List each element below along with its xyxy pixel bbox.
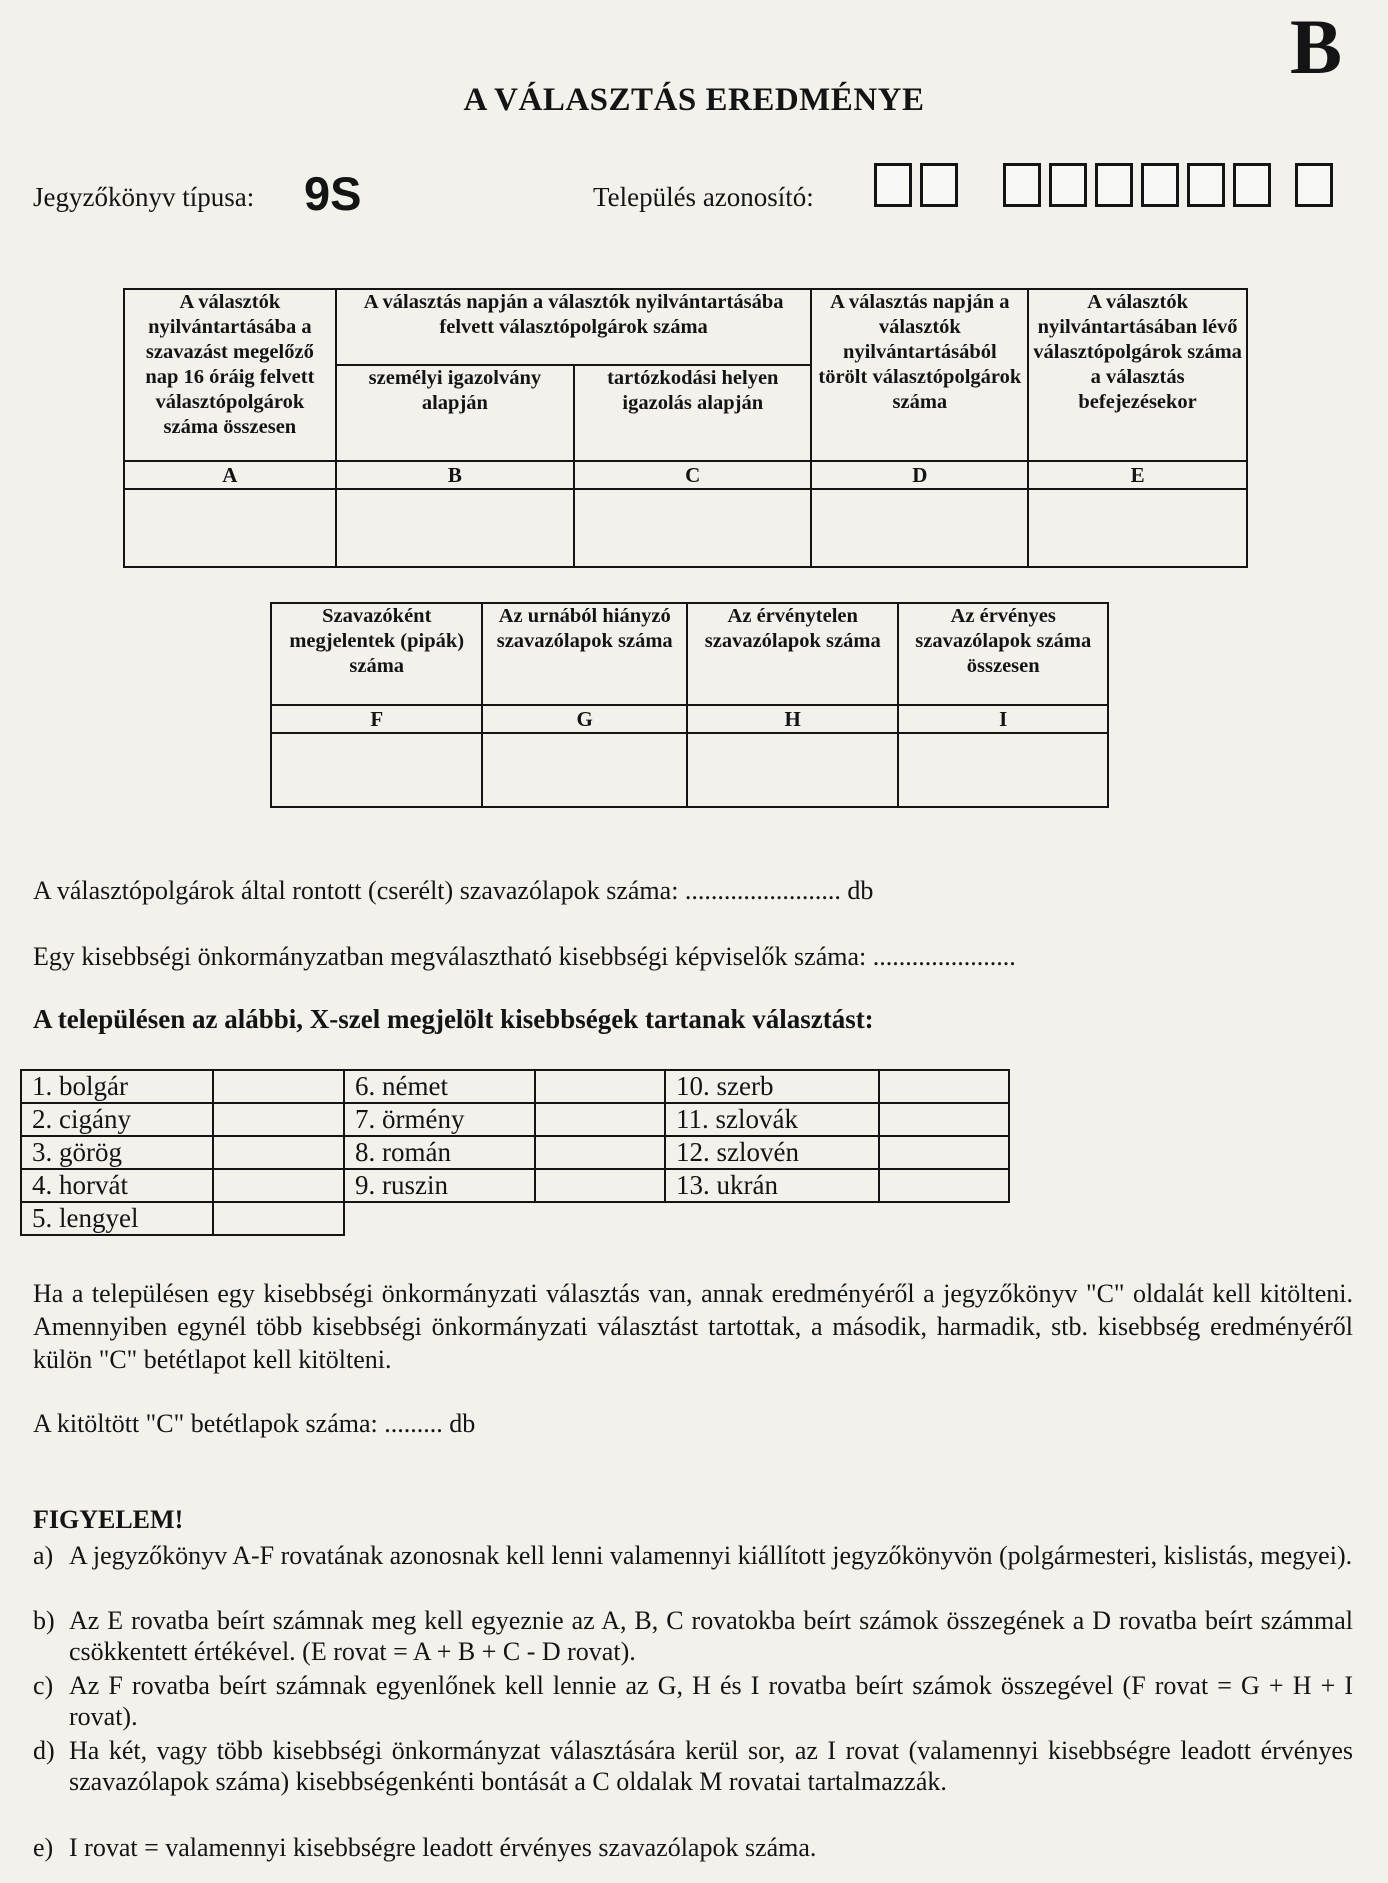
note-label: b) (33, 1606, 55, 1635)
value-cell-b[interactable] (336, 489, 574, 567)
settlement-id-digit-box[interactable] (1295, 163, 1333, 207)
filled-sheets-line: A kitöltött "C" betétlapok száma: ......... db (33, 1409, 476, 1438)
column-letter: G (482, 705, 687, 733)
minority-label: 6. német (344, 1070, 535, 1103)
settlement-id-label: Település azonosító: (593, 182, 814, 212)
page-title: A VÁLASZTÁS EREDMÉNYE (463, 82, 925, 118)
note-text: I rovat = valamennyi kisebbségre leadott érvényes szavazólapok száma. (69, 1833, 817, 1862)
note-text: Ha két, vagy több kisebbségi önkormányzat választására kerül sor, az I rovat (valamennyi kisebbségre leadott érvényes szavazólapok száma) kisebbségenkénti bontását a C oldalak M rovatai tartalmazzák. (69, 1736, 1353, 1796)
header-d: A választás napján a választók nyilvántartásából törölt választópolgárok száma (811, 289, 1028, 461)
protocol-type-label: Jegyzőkönyv típusa: (33, 182, 255, 212)
header-g: Az urnából hiányzó szavazólapok száma (482, 603, 687, 705)
empty-cell (879, 1202, 1009, 1235)
column-letter: D (811, 461, 1028, 489)
settlement-id-digit-box[interactable] (920, 163, 958, 207)
minority-label: 3. görög (21, 1136, 213, 1169)
header-h: Az érvénytelen szavazólapok száma (687, 603, 898, 705)
minority-label: 1. bolgár (21, 1070, 213, 1103)
minority-label: 7. örmény (344, 1103, 535, 1136)
minority-checkbox[interactable] (535, 1103, 665, 1136)
minority-checkbox[interactable] (535, 1070, 665, 1103)
note-item (33, 1540, 1353, 1571)
minority-checkbox[interactable] (879, 1136, 1009, 1169)
form-page-letter: B (1290, 3, 1343, 90)
minority-label: 13. ukrán (665, 1169, 879, 1202)
minority-checkbox[interactable] (879, 1070, 1009, 1103)
empty-cell (535, 1202, 665, 1235)
minority-label: 8. román (344, 1136, 535, 1169)
value-cell-g[interactable] (482, 733, 687, 807)
minorities-heading: A településen az alábbi, X-szel megjelölt kisebbségek tartanak választást: (33, 1004, 874, 1034)
spoiled-ballots-line: A választópolgárok által rontott (cserélt) szavazólapok száma: ........................ db (33, 876, 874, 905)
minority-label: 4. horvát (21, 1169, 213, 1202)
note-text: A jegyzőkönyv A-F rovatának azonosnak kell lenni valamennyi kiállított jegyzőkönyvön (polgármesteri, kislistás, megyei). (69, 1541, 1353, 1570)
minority-checkbox[interactable] (535, 1169, 665, 1202)
note-text: Az F rovatba beírt számnak egyenlőnek kell lennie az G, H és I rovatba beírt számok összegével (F rovat = G + H + I rovat). (69, 1671, 1353, 1731)
column-letter: B (336, 461, 574, 489)
minority-label: 2. cigány (21, 1103, 213, 1136)
minority-checkbox[interactable] (213, 1136, 344, 1169)
empty-cell (665, 1202, 879, 1235)
settlement-id-digit-box[interactable] (1233, 163, 1271, 207)
note-item (33, 1735, 1353, 1797)
minority-checkbox[interactable] (213, 1202, 344, 1235)
value-cell-e[interactable] (1028, 489, 1247, 567)
empty-cell (344, 1202, 535, 1235)
header-a: A választók nyilvántartásába a szavazást megelőző nap 16 óráig felvett választópolgárok száma összesen (124, 289, 336, 461)
minorities-table (20, 1069, 1010, 1236)
minority-checkbox[interactable] (213, 1169, 344, 1202)
minority-checkbox[interactable] (535, 1136, 665, 1169)
minority-label: 12. szlovén (665, 1136, 879, 1169)
note-text: Az E rovatba beírt számnak meg kell egyeznie az A, B, C rovatokba beírt számok összegének a D rovatba beírt számmal csökkentett értékével. (E rovat = A + B + C - D rovat). (69, 1606, 1353, 1666)
settlement-id-digit-box[interactable] (1003, 163, 1041, 207)
note-label: a) (33, 1541, 54, 1570)
column-letter: H (687, 705, 898, 733)
settlement-id-digit-box[interactable] (1141, 163, 1179, 207)
minority-checkbox[interactable] (213, 1103, 344, 1136)
note-item (33, 1670, 1353, 1732)
header-bc-group: A választás napján a választók nyilvántartásába felvett választópolgárok száma (336, 289, 812, 365)
info-paragraph: Ha a településen egy kisebbségi önkormányzati választás van, annak eredményéről a jegyzőkönyv "C" oldalát kell kitölteni. Amennyiben egynél több kisebbségi önkormányzati választást tartottak, a második, harmadik, stb. kisebbség eredményéről külön "C" betétlapot kell kitölteni. (33, 1279, 1353, 1374)
representatives-line: Egy kisebbségi önkormányzatban megválasztható kisebbségi képviselők száma: ...................... (33, 942, 1016, 971)
header-c: tartózkodási helyen igazolás alapján (574, 365, 811, 461)
settlement-id-digit-box[interactable] (1187, 163, 1225, 207)
value-cell-f[interactable] (271, 733, 482, 807)
value-cell-c[interactable] (574, 489, 811, 567)
note-label: c) (33, 1671, 54, 1700)
minority-checkbox[interactable] (213, 1070, 344, 1103)
column-letter: A (124, 461, 336, 489)
value-cell-d[interactable] (811, 489, 1028, 567)
column-letter: E (1028, 461, 1247, 489)
column-letter: C (574, 461, 811, 489)
minority-label: 5. lengyel (21, 1202, 213, 1235)
ballot-count-table (270, 602, 1109, 808)
attention-heading: FIGYELEM! (33, 1505, 184, 1534)
column-letter: F (271, 705, 482, 733)
settlement-id-digit-box[interactable] (874, 163, 912, 207)
protocol-type-value: 9S (304, 167, 362, 220)
note-item (33, 1832, 1353, 1863)
minority-checkbox[interactable] (879, 1103, 1009, 1136)
header-e: A választók nyilvántartásában lévő választópolgárok száma a választás befejezésekor (1028, 289, 1247, 461)
value-cell-a[interactable] (124, 489, 336, 567)
note-label: e) (33, 1833, 54, 1862)
settlement-id-digit-box[interactable] (1095, 163, 1133, 207)
settlement-id-digit-box[interactable] (1049, 163, 1087, 207)
column-letter: I (898, 705, 1108, 733)
minority-label: 11. szlovák (665, 1103, 879, 1136)
value-cell-i[interactable] (898, 733, 1108, 807)
header-b: személyi igazolvány alapján (336, 365, 574, 461)
header-i: Az érvényes szavazólapok száma összesen (898, 603, 1108, 705)
value-cell-h[interactable] (687, 733, 898, 807)
minority-label: 10. szerb (665, 1070, 879, 1103)
note-item (33, 1605, 1353, 1667)
header-f: Szavazóként megjelentek (pipák) száma (271, 603, 482, 705)
voter-register-table (123, 288, 1248, 568)
note-label: d) (33, 1736, 55, 1765)
minority-label: 9. ruszin (344, 1169, 535, 1202)
minority-checkbox[interactable] (879, 1169, 1009, 1202)
